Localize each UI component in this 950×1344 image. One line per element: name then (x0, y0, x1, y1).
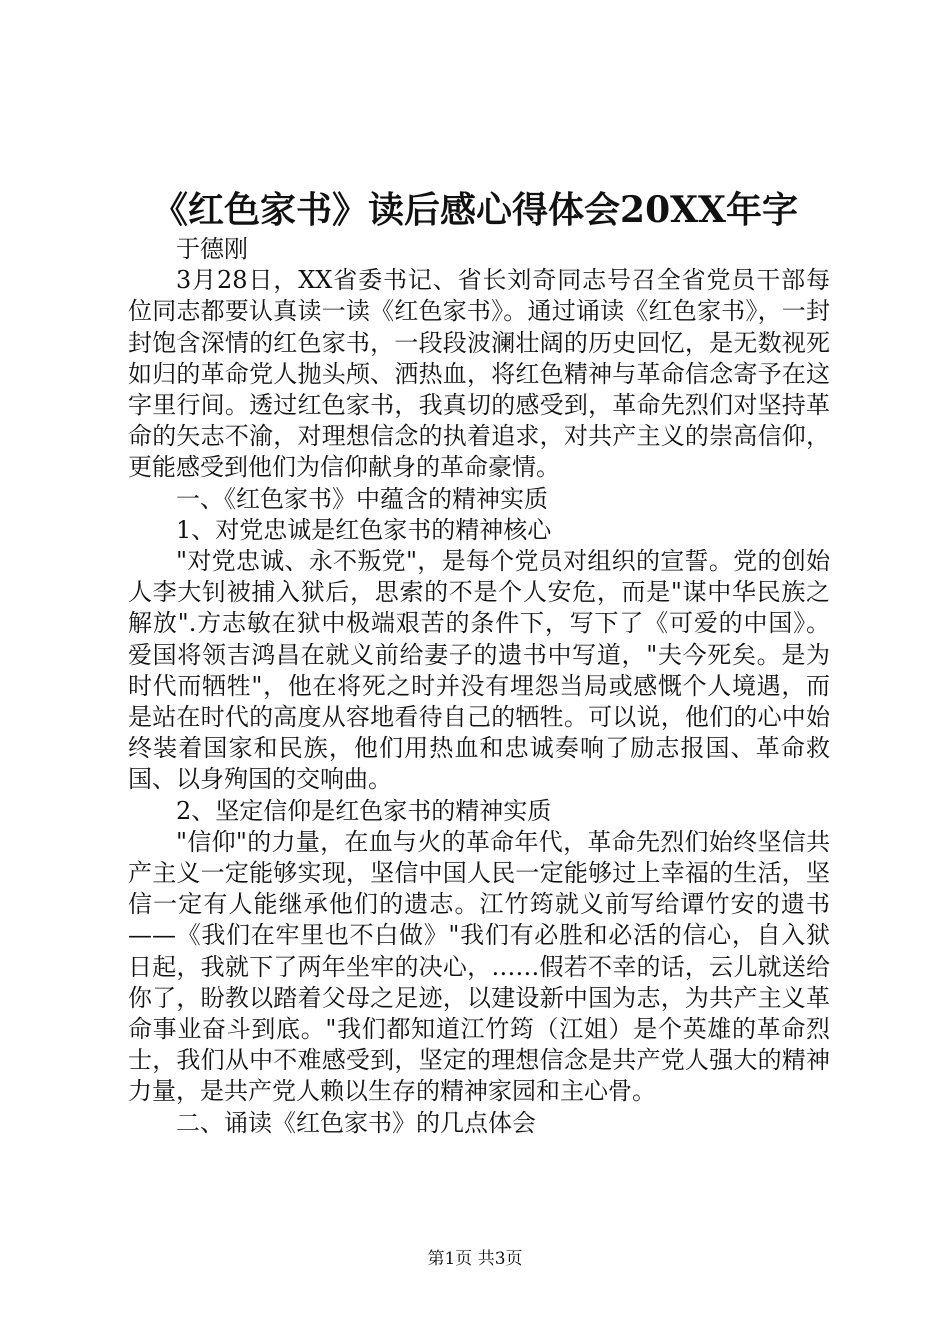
page-number-footer: 第1页 共3页 (427, 1249, 523, 1269)
document-body (128, 234, 830, 1139)
subsection-heading-2: 2、坚定信仰是红色家书的精神实质 (176, 796, 552, 825)
author-line: 于德刚 (176, 235, 248, 263)
paragraph-intro: 3月28日，XX省委书记、省长刘奇同志号召全省党员干部每位同志都要认真读一读《红色家书》。通过诵读《红色家书》，一封封饱含深情的红色家书，一段段波澜壮阔的历史回忆，是无数视死如归的革命党人抛头颅、洒热血，将红色精神与革命信念寄予在这字里行间。透过红色家书，我真切的感受到，革命先烈们对坚持革命的矢志不渝，对理想信念的执着追求，对共产主义的崇高信仰，更能感受到他们为信仰献身的革命豪情。 (128, 266, 830, 482)
section-heading-1: 一、《红色家书》中蕴含的精神实质 (176, 484, 548, 513)
section-heading-2: 二、诵读《红色家书》的几点体会 (176, 1108, 536, 1137)
subsection-heading-1: 1、对党忠诚是红色家书的精神核心 (176, 515, 552, 544)
paragraph-faith: "信仰"的力量，在血与火的革命年代，革命先烈们始终坚信共产主义一定能够实现，坚信中国人民一定能够过上幸福的生活，坚信一定有人能继承他们的遗志。江竹筠就义前写给谭竹安的遗书——《我们在牢里也不白做》"我们有必胜和必活的信心，自入狱日起，我就下了两年坐牢的决心，……假若不幸的话，云儿就送给你了，盼教以踏着父母之足迹，以建设新中国为志，为共产主义革命事业奋斗到底。"我们都知道江竹筠（江姐）是个英雄的革命烈士，我们从中不难感受到，坚定的理想信念是共产党人强大的精神力量，是共产党人赖以生存的精神家园和主心骨。 (128, 827, 830, 1106)
paragraph-loyalty: "对党忠诚、永不叛党"，是每个党员对组织的宣誓。党的创始人李大钊被捕入狱后，思索的不是个人安危，而是"谋中华民族之解放".方志敏在狱中极端艰苦的条件下，写下了《可爱的中国》。爱国将领吉鸿昌在就义前给妻子的遗书中写道，"夫今死矣。是为时代而牺牲"，他在将死之时并没有埋怨当局或感慨个人境遇，而是站在时代的高度从容地看待自己的牺牲。可以说，他们的心中始终装着国家和民族，他们用热血和忠诚奏响了励志报国、革命救国、以身殉国的交响曲。 (128, 547, 830, 794)
document-title: 《红色家书》读后感心得体会20XX年字 (152, 189, 798, 231)
